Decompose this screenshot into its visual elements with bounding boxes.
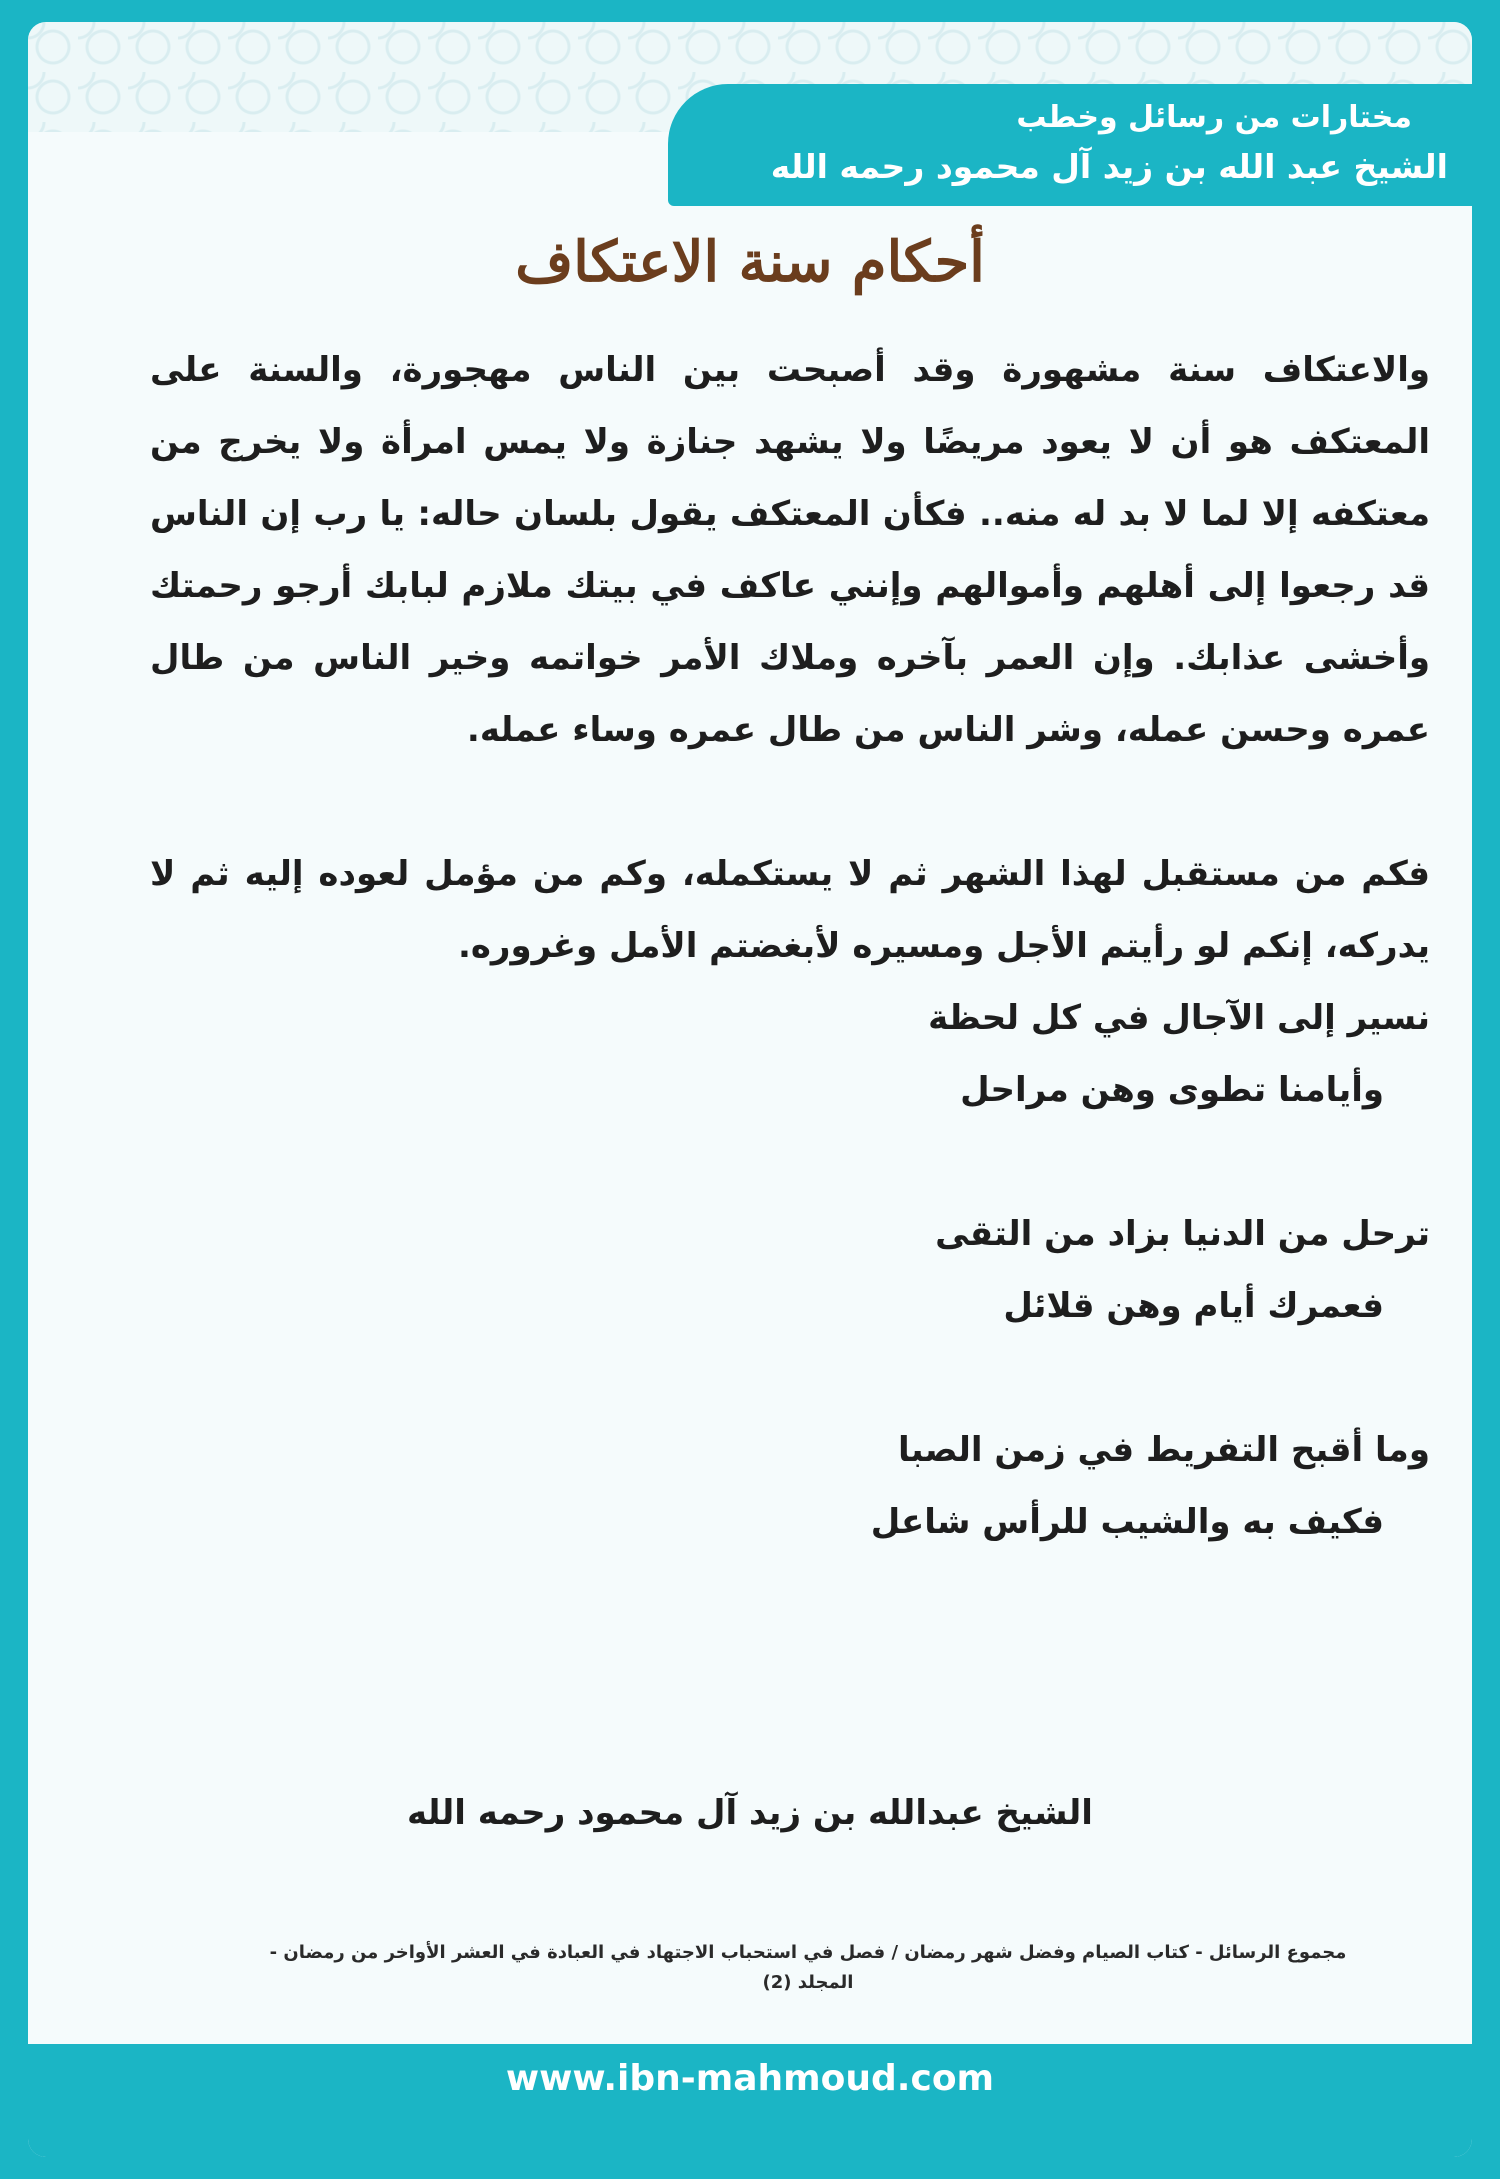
paragraph-2: فكم من مستقبل لهذا الشهر ثم لا يستكمله، وكم من مؤمل لعوده إليه ثم لا يدركه، إنكم لو رأيتم الأجل ومسيره لأبغضتم الأمل وغروره. <box>150 854 1430 966</box>
page-card <box>28 22 1472 2157</box>
article-body <box>150 334 1430 1558</box>
author-signature: الشيخ عبدالله بن زيد آل محمود رحمه الله <box>407 1793 1093 1833</box>
paragraph-1: والاعتكاف سنة مشهورة وقد أصبحت بين الناس مهجورة، والسنة على المعتكف هو أن لا يعود مريضًا ولا يشهد جنازة ولا يمس امرأة ولا يخرج من معتكفه إلا لما لا بد له منه.. فكأن المعتكف يقول بلسان حاله: يا رب إن الناس قد رجعوا إلى أهلهم وأموالهم وإنني عاكف في بيتك ملازم لبابك أرجو رحمتك وأخشى عذابك. وإن العمر بآخره وملاك الأمر خواتمه وخير الناس من طال عمره وحسن عمله، وشر الناس من طال عمره وساء عمله. <box>150 350 1430 750</box>
source-line-1: مجموع الرسائل - كتاب الصيام وفضل شهر رمضان / فصل في استحباب الاجتهاد في العبادة في العشر الأواخر من رمضان - <box>269 1942 1347 1963</box>
poem-verse-1 <box>150 982 1430 1126</box>
verse-first-hemistich: نسير إلى الآجال في كل لحظة <box>928 998 1430 1038</box>
header-author-name: الشيخ عبد الله بن زيد آل محمود رحمه الله <box>770 147 1448 186</box>
verse-second-hemistich: وأيامنا تطوى وهن مراحل <box>960 1070 1384 1110</box>
page-title: أحكام سنة الاعتكاف <box>515 229 985 295</box>
website-link[interactable]: www.ibn-mahmoud.com <box>505 2058 995 2099</box>
poem-verse-3 <box>150 1414 1430 1558</box>
source-citation <box>228 1938 1388 1998</box>
header-series-title: مختارات من رسائل وخطب <box>1016 100 1412 135</box>
verse-spacer <box>150 1342 1430 1414</box>
verse-first-hemistich: ترحل من الدنيا بزاد من التقى <box>935 1214 1430 1254</box>
verse-spacer <box>150 1126 1430 1198</box>
poem-verse-2 <box>150 1198 1430 1342</box>
source-line-2: المجلد (2) <box>762 1972 854 1993</box>
verse-first-hemistich: وما أقبح التفريط في زمن الصبا <box>898 1430 1430 1470</box>
header-banner <box>668 84 1472 206</box>
verse-second-hemistich: فكيف به والشيب للرأس شاعل <box>870 1502 1384 1542</box>
verse-second-hemistich: فعمرك أيام وهن قلائل <box>1003 1286 1384 1326</box>
